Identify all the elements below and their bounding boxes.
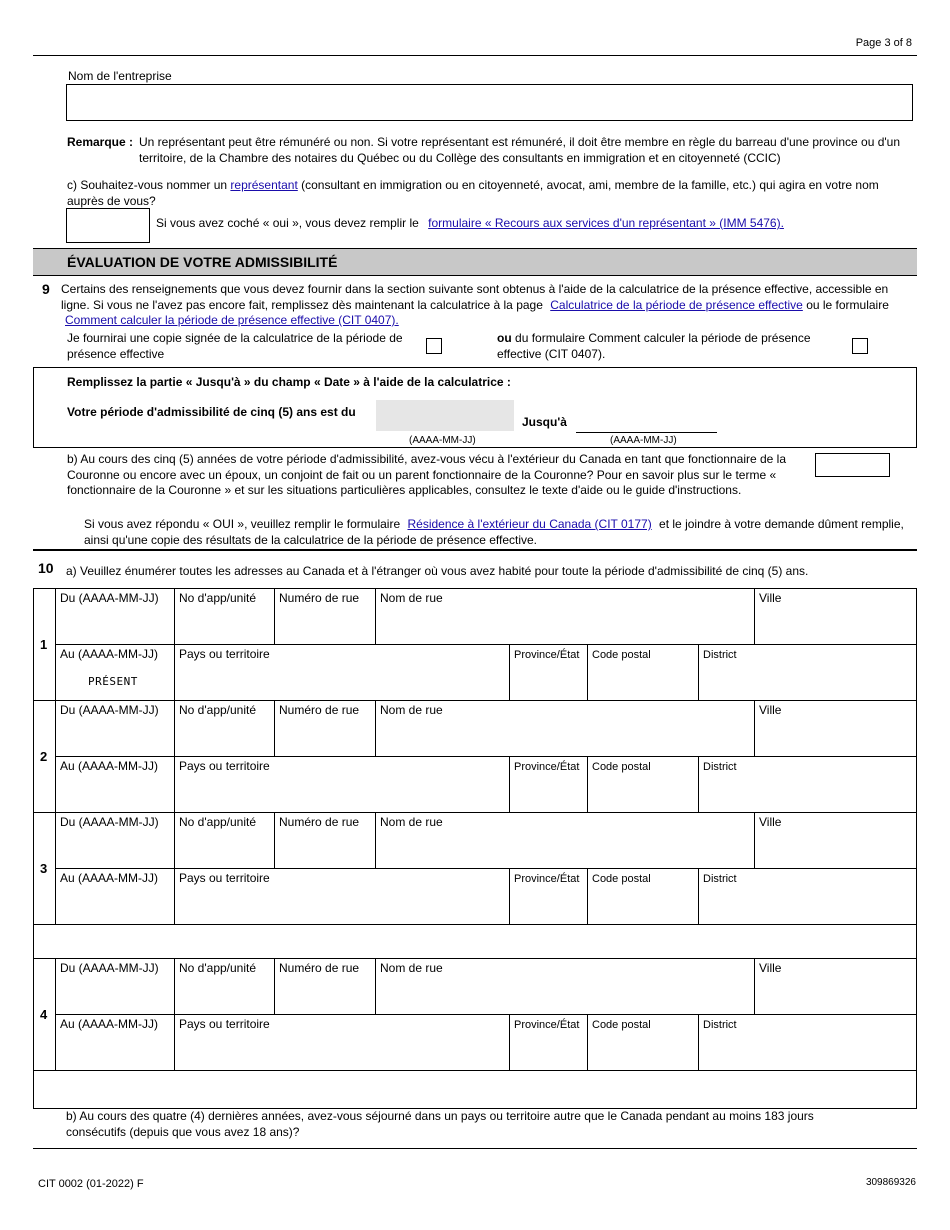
street-number-label: Numéro de rue (279, 815, 360, 829)
city-input[interactable] (755, 701, 917, 757)
question-c-suffix: (consultant en immigration ou en citoyenneté, avocat, ami, membre de la famille, etc.) qui agira en votre nom auprès de vous? (67, 178, 879, 208)
row-number-label: 4 (40, 1006, 48, 1022)
city-input[interactable] (755, 959, 917, 1015)
period-start-input[interactable] (376, 400, 514, 431)
barcode-number: 309869326 (865, 1177, 916, 1188)
province-label: Province/État (514, 761, 580, 773)
crown-servant-input[interactable] (815, 453, 890, 477)
address-row-number (34, 813, 56, 925)
district-input[interactable] (699, 869, 917, 925)
street-name-label: Nom de rue (380, 703, 443, 717)
city-input[interactable] (755, 813, 917, 869)
street-number-input[interactable] (275, 959, 376, 1015)
province-input[interactable] (510, 645, 588, 701)
page-number: Page 3 of 8 (855, 37, 912, 49)
company-label: Nom de l'entreprise (68, 69, 172, 83)
apt-unit-input[interactable] (175, 813, 275, 869)
country-input[interactable] (175, 869, 510, 925)
postal-code-label: Code postal (592, 761, 651, 773)
street-name-input[interactable] (376, 701, 755, 757)
apt-unit-input[interactable] (175, 589, 275, 645)
street-number-input[interactable] (275, 589, 376, 645)
city-label: Ville (759, 815, 782, 829)
street-name-input[interactable] (376, 813, 755, 869)
q9-option-2-text: du formulaire Comment calculer la période de présence effective (CIT 0407). (497, 331, 811, 361)
from-date-input[interactable] (56, 701, 175, 757)
street-number-label: Numéro de rue (279, 703, 360, 717)
q9-b-text: b) Au cours des cinq (5) années de votre période d'admissibilité, avez-vous vécu à l'extérieur du Canada en tant que fonctionnaire de la Couronne ou encore avec un époux, un conjoint de fait ou un parent fonctionnaire de la Couronne? Pour en savoir plus sur le terme « fonctionnaire de la Couronne » et sur les situations particulières applicables, consultez le texte d'aide ou le guide d'instructions. (67, 452, 787, 497)
q10-number: 10 (38, 560, 54, 576)
street-number-label: Numéro de rue (279, 961, 360, 975)
q9-option-1: Je fournirai une copie signée de la calculatrice de la période de présence effective (67, 331, 403, 361)
postal-code-label: Code postal (592, 873, 651, 885)
q9-b-yes (84, 517, 904, 548)
district-label: District (703, 761, 737, 773)
street-number-input[interactable] (275, 701, 376, 757)
country-label: Pays ou territoire (179, 871, 270, 885)
question-c-prefix: c) Souhaitez-vous nommer un (67, 178, 231, 192)
q9-text-1: Certains des renseignements que vous devez fournir dans la section suivante sont obtenus à l'aide de la calculatrice de la présence effective, accessible en ligne. Si vous ne l'avez pas encore fait, remplissez dès maintenant la calculatrice à la page (61, 282, 889, 312)
postal-code-input[interactable] (588, 757, 699, 813)
address-row-number (34, 959, 56, 1071)
country-label: Pays ou territoire (179, 647, 270, 661)
province-input[interactable] (510, 869, 588, 925)
q9-b-yes-2: et le joindre à votre demande dûment remplie, ainsi qu'une copie des résultats de la calculatrice de la période de présence effective. (84, 517, 904, 547)
company-name-input[interactable] (66, 84, 913, 121)
apt-unit-label: No d'app/unité (179, 815, 257, 829)
address-row-number (34, 589, 56, 701)
cit0177-link[interactable]: Résidence à l'extérieur du Canada (CIT 0177) (407, 517, 652, 531)
present-value: PRÉSENT (88, 675, 138, 688)
street-name-label: Nom de rue (380, 815, 443, 829)
q9-text (61, 282, 913, 329)
calculator-copy-checkbox[interactable] (426, 338, 442, 354)
postal-code-label: Code postal (592, 1019, 651, 1031)
postal-code-input[interactable] (588, 645, 699, 701)
to-date-input[interactable] (56, 1015, 175, 1071)
country-input[interactable] (175, 757, 510, 813)
city-label: Ville (759, 961, 782, 975)
q9-option-2 (497, 331, 837, 362)
remark-prefix: Remarque : (67, 135, 134, 149)
province-input[interactable] (510, 1015, 588, 1071)
city-label: Ville (759, 591, 782, 605)
country-input[interactable] (175, 1015, 510, 1071)
to-date-label: Au (AAAA-MM-JJ) (60, 647, 159, 661)
remark-text: Un représentant peut être rémunéré ou non. Si votre représentant est rémunéré, il doit être membre en règle du barreau d'une province ou d'un territoire, de la Chambre des notaires du Québec ou du Collège des consultants en immigration et en citoyenneté (CCIC) (139, 135, 901, 165)
from-date-input[interactable] (56, 589, 175, 645)
row-number-label: 2 (40, 748, 48, 764)
postal-code-input[interactable] (588, 869, 699, 925)
q9-option-2-or: ou (497, 331, 512, 345)
apt-unit-label: No d'app/unité (179, 961, 257, 975)
apt-unit-label: No d'app/unité (179, 591, 257, 605)
city-input[interactable] (755, 589, 917, 645)
fill-instruction: Remplissez la partie « Jusqu'à » du champ « Date » à l'aide de la calculatrice : (67, 375, 511, 389)
postal-code-label: Code postal (592, 649, 651, 661)
to-date-label: Au (AAAA-MM-JJ) (60, 759, 159, 773)
postal-code-input[interactable] (588, 1015, 699, 1071)
street-name-label: Nom de rue (380, 591, 443, 605)
country-label: Pays ou territoire (179, 1017, 270, 1031)
district-label: District (703, 649, 737, 661)
q9-b-yes-1: Si vous avez répondu « OUI », veuillez remplir le formulaire (84, 517, 401, 531)
street-name-input[interactable] (376, 589, 755, 645)
address-row-number (34, 701, 56, 813)
address-table (33, 588, 917, 1109)
if-yes-text: Si vous avez coché « oui », vous devez remplir le (156, 216, 419, 230)
until-label: Jusqu'à (522, 415, 567, 429)
apt-unit-label: No d'app/unité (179, 703, 257, 717)
question-c-if-yes (156, 216, 916, 232)
province-label: Province/État (514, 649, 580, 661)
address-spacer-row (34, 925, 917, 959)
to-date-label: Au (AAAA-MM-JJ) (60, 871, 159, 885)
address-spacer-row (34, 1071, 917, 1109)
from-date-label: Du (AAAA-MM-JJ) (60, 815, 159, 829)
street-number-input[interactable] (275, 813, 376, 869)
district-input[interactable] (699, 757, 917, 813)
row-number-label: 3 (40, 860, 48, 876)
section-title: ÉVALUATION DE VOTRE ADMISSIBILITÉ (67, 254, 338, 270)
q9-text-2: ou le formulaire (806, 297, 889, 312)
street-number-label: Numéro de rue (279, 591, 360, 605)
from-date-input[interactable] (56, 813, 175, 869)
district-label: District (703, 873, 737, 885)
calculator-link[interactable]: Calculatrice de la période de présence effective (550, 297, 803, 312)
to-date-input[interactable] (56, 757, 175, 813)
apt-unit-input[interactable] (175, 959, 275, 1015)
to-date-label: Au (AAAA-MM-JJ) (60, 1017, 159, 1031)
from-date-label: Du (AAAA-MM-JJ) (60, 591, 159, 605)
question-c (67, 178, 912, 209)
district-input[interactable] (699, 645, 917, 701)
form-code: CIT 0002 (01-2022) F (38, 1178, 144, 1190)
period-label: Votre période d'admissibilité de cinq (5) ans est du (67, 405, 356, 419)
from-date-label: Du (AAAA-MM-JJ) (60, 703, 159, 717)
cit0407-checkbox[interactable] (852, 338, 868, 354)
q9-number: 9 (42, 281, 50, 297)
q10-end-rule (33, 1148, 917, 1149)
row-number-label: 1 (40, 636, 48, 652)
from-date-input[interactable] (56, 959, 175, 1015)
city-label: Ville (759, 703, 782, 717)
q10-a-text: a) Veuillez énumérer toutes les adresses au Canada et à l'étranger où vous avez habité pour toute la période d'admissibilité de cinq (5) ans. (66, 564, 809, 578)
representative-yes-no-input[interactable] (66, 208, 150, 243)
country-input[interactable] (175, 645, 510, 701)
street-name-input[interactable] (376, 959, 755, 1015)
from-date-label: Du (AAAA-MM-JJ) (60, 961, 159, 975)
to-date-input[interactable] (56, 869, 175, 925)
representative-link[interactable]: représentant (230, 178, 298, 192)
street-name-label: Nom de rue (380, 961, 443, 975)
section-header (33, 248, 917, 276)
cit0407-link[interactable]: Comment calculer la période de présence effective (CIT 0407). (65, 313, 399, 327)
date-format-end: (AAAA-MM-JJ) (610, 435, 677, 446)
period-end-input[interactable] (576, 405, 717, 433)
province-input[interactable] (510, 757, 588, 813)
header-rule (33, 55, 917, 56)
to-date-input[interactable] (56, 645, 175, 701)
q9-end-rule (33, 549, 917, 551)
province-label: Province/État (514, 873, 580, 885)
q10-b-text: b) Au cours des quatre (4) dernières années, avez-vous séjourné dans un pays ou territoire autre que le Canada pendant au moins 183 jours consécutifs (depuis que vous avez 18 ans)? (66, 1109, 814, 1139)
district-input[interactable] (699, 1015, 917, 1071)
date-format-start: (AAAA-MM-JJ) (409, 435, 476, 446)
province-label: Province/État (514, 1019, 580, 1031)
district-label: District (703, 1019, 737, 1031)
imm5476-link[interactable]: formulaire « Recours aux services d'un représentant » (IMM 5476). (428, 216, 784, 230)
country-label: Pays ou territoire (179, 759, 270, 773)
apt-unit-input[interactable] (175, 701, 275, 757)
